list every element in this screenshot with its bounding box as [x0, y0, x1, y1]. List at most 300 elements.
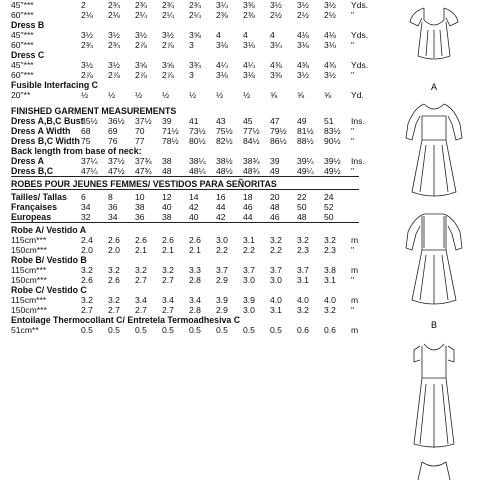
row-label: 45"***: [11, 30, 34, 40]
table-cell: 2.7: [135, 275, 147, 285]
table-cell: 39: [270, 156, 280, 166]
section-header: [11, 146, 371, 156]
table-cell: 68: [81, 126, 91, 136]
unit-label: m: [351, 235, 359, 245]
table-cell: 2½: [297, 10, 309, 20]
table-cell: 38: [162, 156, 172, 166]
row-label: Robe B/ Vestido B: [11, 255, 87, 265]
table-cell: 3⅜: [243, 0, 255, 10]
table-cell: 3⅛: [324, 40, 336, 50]
table-cell: 35½: [81, 116, 98, 126]
table-cell: 0.5: [162, 325, 174, 335]
table-cell: 3.2: [81, 295, 93, 305]
table-cell: 84½: [243, 136, 260, 146]
table-cell: 2.1: [135, 245, 147, 255]
section-header: [11, 225, 371, 235]
table-row: [11, 90, 371, 100]
table-cell: 3.9: [216, 295, 228, 305]
table-cell: 2.8: [189, 275, 201, 285]
table-cell: 39½: [324, 156, 341, 166]
table-cell: 0.5: [108, 325, 120, 335]
table-row: [11, 265, 371, 275]
table-cell: 3.7: [270, 265, 282, 275]
table-cell: 32: [81, 212, 91, 222]
table-cell: 34: [81, 202, 91, 212]
table-cell: 49: [270, 166, 280, 176]
table-cell: 4⅜: [297, 60, 309, 70]
table-cell: 2⅜: [216, 10, 228, 20]
table-cell: 4.0: [297, 295, 309, 305]
table-cell: 50: [324, 212, 334, 222]
table-cell: 3.7: [216, 265, 228, 275]
table-cell: 71½: [162, 126, 179, 136]
table-cell: 39: [162, 116, 172, 126]
table-cell: 39¼: [297, 156, 314, 166]
table-row: [11, 166, 371, 176]
table-cell: 2.6: [189, 235, 201, 245]
table-cell: 22: [297, 192, 307, 202]
table-cell: 90½: [324, 136, 341, 146]
row-label: 45"***: [11, 60, 34, 70]
row-label: Dress A,B,C Bust: [11, 116, 84, 126]
table-cell: 2.6: [81, 275, 93, 285]
dress-b-front-illustration: [406, 104, 462, 196]
table-cell: 6: [81, 192, 86, 202]
table-cell: 3¼: [270, 40, 282, 50]
row-label: Dress B: [11, 20, 45, 30]
table-cell: 2½: [270, 10, 282, 20]
table-cell: 50: [297, 202, 307, 212]
table-cell: 80½: [189, 136, 206, 146]
table-cell: 2: [81, 0, 86, 10]
table-row: [11, 156, 371, 166]
table-cell: 2.4: [81, 235, 93, 245]
unit-label: ": [351, 70, 355, 80]
row-label: 115cm***: [11, 265, 47, 275]
unit-label: Yds.: [351, 60, 369, 70]
table-cell: 4.0: [270, 295, 282, 305]
table-cell: 2¾: [81, 40, 93, 50]
section-header: [11, 20, 371, 30]
table-cell: 37½: [135, 116, 152, 126]
table-cell: 2.7: [108, 305, 120, 315]
table-cell: 2.1: [189, 245, 201, 255]
unit-label: Yd.: [351, 90, 364, 100]
table-cell: 2¼: [162, 10, 174, 20]
table-cell: 3½: [81, 60, 93, 70]
table-cell: 3.0: [216, 235, 228, 245]
row-label: 45"***: [11, 0, 34, 10]
table-cell: 0.5: [270, 325, 282, 335]
table-cell: 40: [162, 202, 172, 212]
section-header: [11, 50, 371, 60]
table-cell: 4.0: [324, 295, 336, 305]
table-cell: ½: [135, 90, 143, 100]
table-cell: 47½: [108, 166, 125, 176]
table-cell: 2⅞: [135, 70, 147, 80]
table-cell: ½: [81, 90, 89, 100]
table-cell: 43: [216, 116, 226, 126]
table-row: [11, 116, 371, 126]
row-label: 150cm***: [11, 275, 47, 285]
table-cell: 3⅜: [270, 70, 282, 80]
table-cell: 79½: [270, 126, 287, 136]
section-header: [11, 179, 371, 189]
dress-a-label: A: [430, 82, 438, 92]
table-cell: 34: [108, 212, 118, 222]
table-cell: 0.5: [216, 325, 228, 335]
row-label: 20"**: [11, 90, 31, 100]
row-label: Robe A/ Vestido A: [11, 225, 87, 235]
table-cell: 3.4: [162, 295, 174, 305]
table-cell: 24: [324, 192, 334, 202]
row-label: 150cm***: [11, 305, 47, 315]
table-cell: 82½: [216, 136, 233, 146]
table-cell: 48½: [216, 166, 233, 176]
table-cell: 3½: [81, 30, 93, 40]
row-label: Robe C/ Vestido C: [11, 285, 87, 295]
table-cell: 2¾: [108, 40, 120, 50]
table-cell: 88½: [297, 136, 314, 146]
table-cell: 38: [162, 212, 172, 222]
table-cell: 3⅝: [162, 60, 174, 70]
section-header: [11, 255, 371, 265]
table-cell: 0.5: [81, 325, 93, 335]
table-cell: 3.1: [243, 235, 255, 245]
table-cell: 3.2: [108, 265, 120, 275]
table-cell: 2.0: [108, 245, 120, 255]
table-cell: 49¼: [297, 166, 314, 176]
dress-b-label: B: [430, 320, 438, 330]
table-cell: 3.2: [81, 265, 93, 275]
table-cell: 3.0: [243, 305, 255, 315]
table-cell: 44: [243, 212, 253, 222]
table-cell: 3.4: [189, 295, 201, 305]
table-cell: 2⅞: [81, 70, 93, 80]
table-cell: 46: [243, 202, 253, 212]
row-label: Dress A Width: [11, 126, 71, 136]
unit-label: Yds.: [351, 0, 369, 10]
table-cell: 2⅞: [135, 40, 147, 50]
table-cell: 38: [135, 202, 145, 212]
table-row: [11, 192, 371, 202]
table-cell: 2.8: [189, 305, 201, 315]
table-row: [11, 70, 371, 80]
table-cell: 37½: [108, 156, 125, 166]
table-cell: 2.6: [108, 275, 120, 285]
table-cell: 75: [81, 136, 91, 146]
table-cell: 2.7: [135, 305, 147, 315]
table-cell: 51: [324, 116, 334, 126]
dress-b-back-illustration: [406, 214, 462, 304]
table-cell: ⅝: [324, 90, 332, 100]
table-cell: 46: [270, 212, 280, 222]
table-cell: 3½: [297, 0, 309, 10]
table-cell: 3½: [324, 70, 336, 80]
table-cell: 78½: [162, 136, 179, 146]
table-cell: 0.5: [135, 325, 147, 335]
table-cell: 2.7: [162, 275, 174, 285]
table-cell: 3.2: [297, 305, 309, 315]
table-cell: 41: [189, 116, 199, 126]
table-cell: 70: [135, 126, 145, 136]
table-cell: 2.2: [270, 245, 282, 255]
table-row: [11, 305, 371, 315]
table-cell: ½: [108, 90, 116, 100]
table-cell: 3½: [270, 0, 282, 10]
row-label: 150cm***: [11, 245, 47, 255]
table-cell: 10: [135, 192, 145, 202]
table-cell: 36½: [108, 116, 125, 126]
unit-label: ": [351, 305, 355, 315]
table-cell: 52: [324, 202, 334, 212]
table-cell: 3½: [162, 30, 174, 40]
section-header: [11, 315, 371, 325]
row-label: Dress C: [11, 50, 45, 60]
table-cell: 4: [243, 30, 248, 40]
row-label: Tailles/ Tallas: [11, 192, 67, 202]
table-cell: 77½: [243, 126, 260, 136]
table-row: [11, 126, 371, 136]
table-cell: 2.6: [135, 235, 147, 245]
table-cell: 44: [216, 202, 226, 212]
table-cell: 4⅜: [324, 60, 336, 70]
table-cell: 75½: [216, 126, 233, 136]
table-row: [11, 325, 371, 335]
table-cell: 3½: [108, 30, 120, 40]
table-cell: 45: [243, 116, 253, 126]
row-label: Fusible Interfacing C: [11, 80, 99, 90]
table-cell: 3⅛: [216, 40, 228, 50]
table-cell: 3½: [297, 70, 309, 80]
table-cell: 48: [270, 202, 280, 212]
table-row: [11, 202, 371, 212]
table-cell: 42: [216, 212, 226, 222]
section-header: [11, 80, 371, 90]
table-cell: 3.2: [324, 305, 336, 315]
table-cell: 3⅝: [135, 60, 147, 70]
table-cell: 38½: [216, 156, 233, 166]
table-row: [11, 10, 371, 20]
table-cell: 3⅛: [216, 70, 228, 80]
table-cell: ⅝: [297, 90, 305, 100]
table-cell: 3: [189, 40, 194, 50]
dress-c-back-illustration: [418, 462, 450, 480]
table-cell: 2¾: [189, 0, 201, 10]
table-cell: 8: [108, 192, 113, 202]
table-row: [11, 30, 371, 40]
table-cell: 0.6: [297, 325, 309, 335]
table-cell: 3.7: [297, 265, 309, 275]
table-row: [11, 212, 371, 222]
table-cell: 3⅛: [243, 40, 255, 50]
table-row: [11, 245, 371, 255]
table-cell: 36: [108, 202, 118, 212]
dress-a-illustration: [410, 8, 458, 59]
table-cell: 2¾: [108, 0, 120, 10]
table-cell: 2.9: [216, 275, 228, 285]
table-cell: 3½: [324, 0, 336, 10]
table-cell: 38¼: [189, 156, 206, 166]
table-cell: 2.3: [297, 245, 309, 255]
section-header: [11, 285, 371, 295]
table-cell: 3.0: [270, 275, 282, 285]
unit-label: ": [351, 275, 355, 285]
row-label: Dress B,C: [11, 166, 54, 176]
table-cell: 3½: [135, 30, 147, 40]
table-cell: 2¼: [189, 10, 201, 20]
unit-label: ": [351, 136, 355, 146]
table-row: [11, 295, 371, 305]
table-cell: 37¾: [135, 156, 152, 166]
row-label: Entoilage Thermocollant C/ Entretela Termoadhesiva C: [11, 315, 241, 325]
row-label: 115cm***: [11, 235, 47, 245]
table-cell: 2.2: [216, 245, 228, 255]
table-cell: 4⅛: [297, 30, 309, 40]
table-cell: 3½: [108, 60, 120, 70]
table-cell: 2⅞: [108, 70, 120, 80]
row-label: 51cm**: [11, 325, 39, 335]
table-cell: 4⅛: [324, 30, 336, 40]
table-cell: 47: [270, 116, 280, 126]
table-cell: 16: [216, 192, 226, 202]
table-cell: 48: [162, 166, 172, 176]
table-row: [11, 60, 371, 70]
table-cell: 3.9: [243, 295, 255, 305]
table-cell: 4¼: [243, 60, 255, 70]
table-cell: 3.2: [270, 235, 282, 245]
table-cell: ½: [189, 90, 197, 100]
table-cell: 0.5: [243, 325, 255, 335]
table-cell: 3.1: [297, 275, 309, 285]
table-cell: 2.0: [81, 245, 93, 255]
table-cell: 48¼: [189, 166, 206, 176]
table-cell: ½: [243, 90, 251, 100]
table-cell: 47¾: [135, 166, 152, 176]
table-row: [11, 136, 371, 146]
table-cell: 2.6: [108, 235, 120, 245]
table-cell: 81½: [297, 126, 314, 136]
row-label: Françaises: [11, 202, 57, 212]
unit-label: Yds.: [351, 30, 369, 40]
table-row: [11, 275, 371, 285]
row-label: ROBES POUR JEUNES FEMMES/ VESTIDOS PARA SEÑORITAS: [11, 179, 277, 189]
table-row: [11, 235, 371, 245]
row-label: Europeas: [11, 212, 52, 222]
table-cell: 4⅜: [270, 60, 282, 70]
unit-label: ": [351, 40, 355, 50]
table-cell: 4: [216, 30, 221, 40]
table-cell: 2.1: [162, 245, 174, 255]
table-cell: 49½: [324, 166, 341, 176]
unit-label: ": [351, 10, 355, 20]
unit-label: ": [351, 166, 355, 176]
unit-label: Ins.: [351, 156, 365, 166]
table-cell: 38¾: [243, 156, 260, 166]
table-row: [11, 0, 371, 10]
table-cell: 3.3: [189, 265, 201, 275]
table-cell: 2⅛: [81, 10, 93, 20]
table-cell: 4¼: [216, 60, 228, 70]
table-row: [11, 40, 371, 50]
table-cell: 40: [189, 212, 199, 222]
unit-label: m: [351, 265, 359, 275]
table-cell: ⅝: [270, 90, 278, 100]
row-label: 60"***: [11, 40, 34, 50]
table-cell: 20: [270, 192, 280, 202]
unit-label: ": [351, 245, 355, 255]
table-cell: 3.2: [135, 265, 147, 275]
unit-label: m: [351, 295, 359, 305]
table-cell: 47¼: [81, 166, 98, 176]
table-cell: 2.7: [81, 305, 93, 315]
unit-label: ": [351, 126, 355, 136]
row-label: 115cm***: [11, 295, 47, 305]
pattern-chart: [11, 0, 371, 335]
table-cell: 18: [243, 192, 253, 202]
table-cell: 14: [189, 192, 199, 202]
table-cell: 3¾: [189, 60, 201, 70]
table-cell: 86½: [270, 136, 287, 146]
table-cell: 2¾: [135, 0, 147, 10]
table-cell: 36: [135, 212, 145, 222]
table-cell: 48: [297, 212, 307, 222]
table-cell: 3.0: [243, 275, 255, 285]
row-label: Dress B,C Width: [11, 136, 80, 146]
table-cell: 2½: [324, 10, 336, 20]
table-cell: 2⅜: [243, 10, 255, 20]
table-cell: 2¼: [135, 10, 147, 20]
dress-illustrations: [390, 0, 480, 480]
table-cell: 3⅛: [243, 70, 255, 80]
row-label: Back length from base of neck:: [11, 146, 142, 156]
table-cell: 12: [162, 192, 172, 202]
table-cell: 2.2: [243, 245, 255, 255]
table-cell: 2⅞: [162, 70, 174, 80]
table-cell: 2.3: [324, 245, 336, 255]
table-cell: 3.1: [270, 305, 282, 315]
table-cell: 3.4: [135, 295, 147, 305]
table-cell: 76: [108, 136, 118, 146]
table-cell: 42: [189, 202, 199, 212]
table-cell: ½: [162, 90, 170, 100]
table-cell: 0.6: [324, 325, 336, 335]
unit-label: Ins.: [351, 116, 365, 126]
table-cell: 2.7: [162, 305, 174, 315]
dress-c-illustration: [414, 344, 454, 448]
table-cell: 69: [108, 126, 118, 136]
table-cell: 49: [297, 116, 307, 126]
table-cell: 3.2: [162, 265, 174, 275]
table-cell: 3.8: [324, 265, 336, 275]
table-cell: 3.1: [324, 275, 336, 285]
table-cell: 48¾: [243, 166, 260, 176]
unit-label: m: [351, 325, 359, 335]
table-cell: 73½: [189, 126, 206, 136]
row-label: 60"***: [11, 70, 34, 80]
row-label: Dress A: [11, 156, 44, 166]
table-cell: 83½: [324, 126, 341, 136]
table-cell: 3.7: [243, 265, 255, 275]
table-cell: 3⅛: [297, 40, 309, 50]
table-cell: 2⅞: [162, 40, 174, 50]
row-label: 60"***: [11, 10, 34, 20]
table-cell: 77: [135, 136, 145, 146]
table-cell: 3.2: [108, 295, 120, 305]
table-cell: 3⅝: [189, 30, 201, 40]
table-cell: 2.6: [162, 235, 174, 245]
table-cell: 3.2: [324, 235, 336, 245]
